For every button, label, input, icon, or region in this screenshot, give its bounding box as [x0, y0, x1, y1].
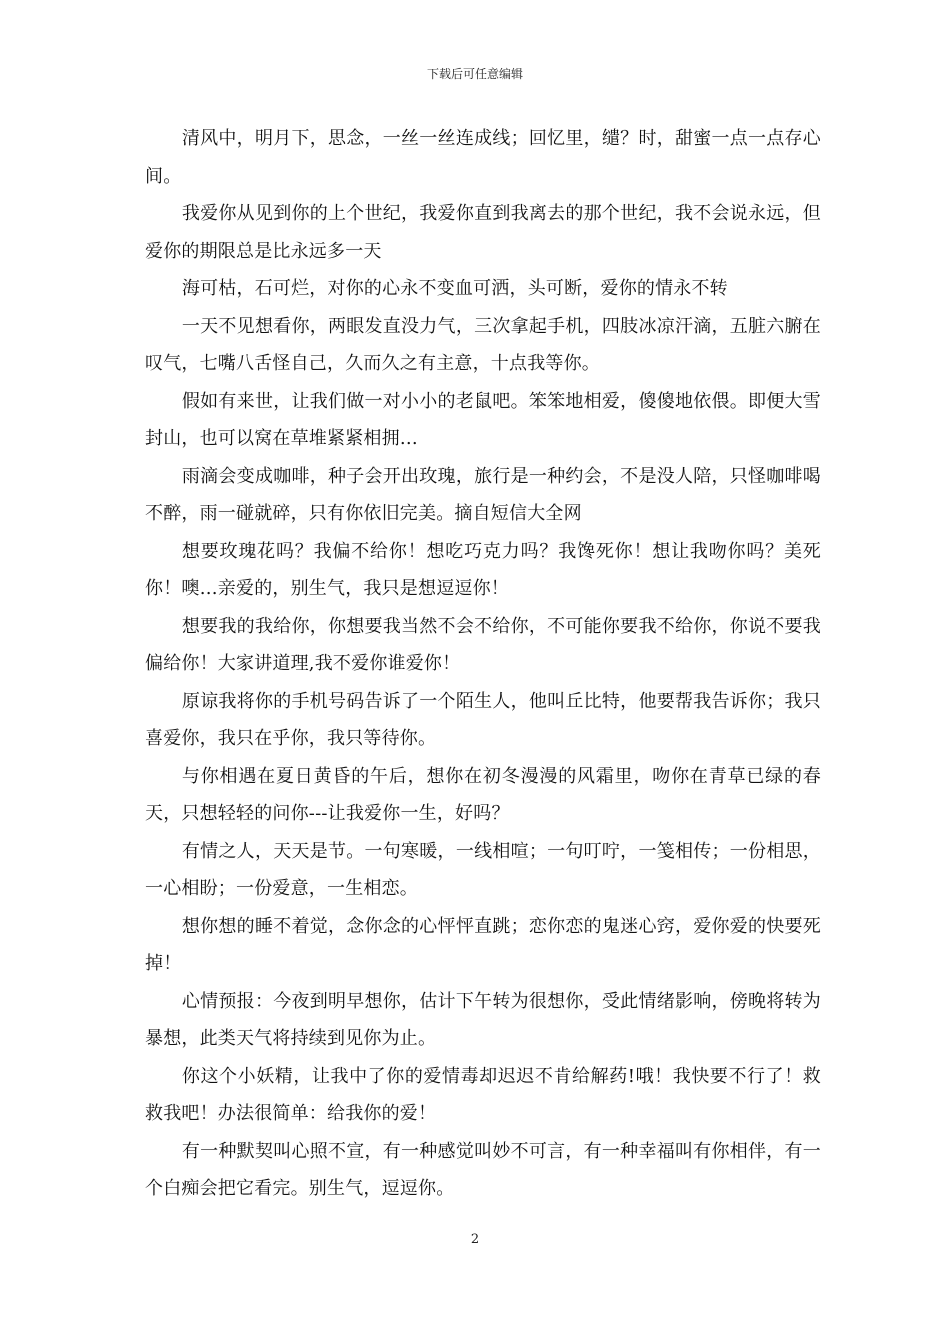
paragraph: 我爱你从见到你的上个世纪，我爱你直到我离去的那个世纪，我不会说永远，但爱你的期限总是比永远多一天	[145, 203, 821, 262]
paragraph: 你这个小妖精，让我中了你的爱情毒却迟迟不肯给解药!哦！我快要不行了！救救我吧！办法很简单：给我你的爱！	[145, 1065, 821, 1124]
document-body	[145, 120, 821, 1208]
paragraph: 与你相遇在夏日黄昏的午后，想你在初冬漫漫的风霜里，吻你在青草已绿的春天，只想轻轻的问你---让我爱你一生，好吗？	[145, 765, 821, 824]
paragraph: 有一种默契叫心照不宣，有一种感觉叫妙不可言，有一种幸福叫有你相伴，有一个白痴会把它看完。别生气，逗逗你。	[145, 1140, 821, 1199]
paragraph: 一天不见想看你，两眼发直没力气，三次拿起手机，四肢冰凉汗滴，五脏六腑在叹气，七嘴八舌怪自己，久而久之有主意，十点我等你。	[145, 315, 821, 374]
paragraph: 清风中，明月下，思念，一丝一丝连成线；回忆里，缱？时，甜蜜一点一点存心间。	[145, 128, 821, 187]
paragraph: 想要我的我给你，你想要我当然不会不给你，不可能你要我不给你，你说不要我偏给你！大家讲道理,我不爱你谁爱你！	[145, 615, 821, 674]
page-header: 下载后可任意编辑	[426, 67, 523, 81]
paragraph: 心情预报：今夜到明早想你，估计下午转为很想你，受此情绪影响，傍晚将转为暴想，此类天气将持续到见你为止。	[145, 990, 821, 1049]
paragraph: 想你想的睡不着觉，念你念的心怦怦直跳；恋你恋的鬼迷心窍，爱你爱的快要死掉！	[145, 915, 821, 974]
paragraph: 海可枯，石可烂，对你的心永不变血可洒，头可断，爱你的情永不转	[181, 278, 728, 299]
paragraph: 雨滴会变成咖啡，种子会开出玫瑰，旅行是一种约会，不是没人陪，只怪咖啡喝不醉，雨一碰就碎，只有你依旧完美。摘自短信大全网	[145, 465, 821, 524]
paragraph: 假如有来世，让我们做一对小小的老鼠吧。笨笨地相爱，傻傻地依偎。即便大雪封山，也可以窝在草堆紧紧相拥…	[145, 390, 821, 449]
paragraph: 原谅我将你的手机号码告诉了一个陌生人，他叫丘比特，他要帮我告诉你；我只喜爱你，我只在乎你，我只等待你。	[145, 690, 821, 749]
paragraph: 有情之人，天天是节。一句寒暖，一线相喧；一句叮咛，一笺相传；一份相思，一心相盼；一份爱意，一生相恋。	[145, 840, 821, 899]
page-number: 2	[470, 1232, 480, 1247]
paragraph: 想要玫瑰花吗？我偏不给你！想吃巧克力吗？我馋死你！想让我吻你吗？美死你！噢…亲爱的，别生气，我只是想逗逗你！	[145, 540, 821, 599]
